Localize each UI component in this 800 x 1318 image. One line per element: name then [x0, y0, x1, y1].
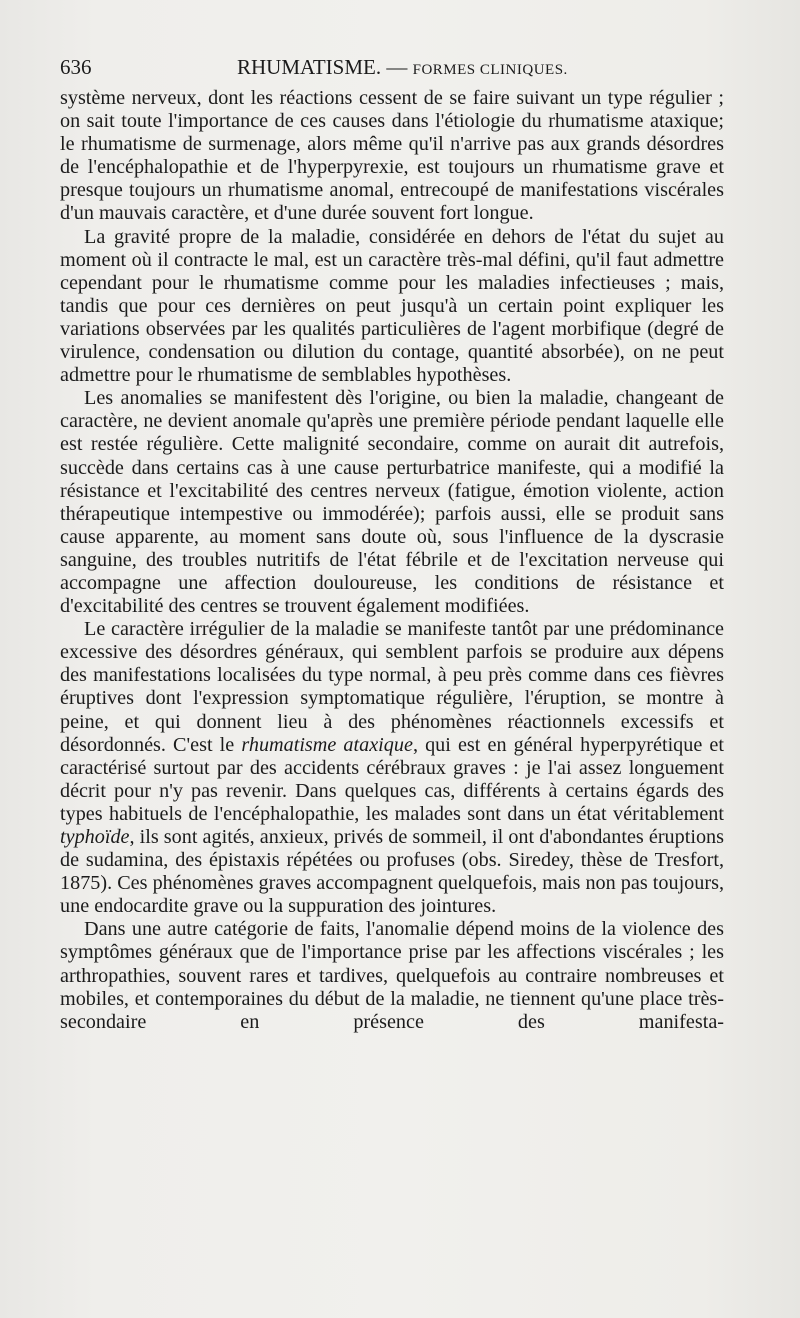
paragraph-text: , qui est en général hyperpyrétique et caractérisé surtout par des accidents cérébraux graves : je l'ai assez longuement décrit pour n'y pas revenir. Dans quelques cas, différents à certains égards des types habituels de l'encéphalopathie, les malades sont dans un état véritablement: [60, 733, 724, 825]
paragraph: La gravité propre de la maladie, considérée en dehors de l'état du sujet au moment où il contracte le mal, est un caractère très-mal défini, qu'il faut admettre cependant pour le rhumatisme comme pour les maladies infectieuses ; mais, tandis que pour ces dernières on peut jusqu'à un certain point expliquer les variations observées par les qualités particulières de l'agent morbifique (degré de virulence, condensation ou dilution du contage, quantité absorbée), on ne peut admettre pour le rhumatisme de semblables hypothèses.: [60, 225, 724, 387]
italic-term: rhumatisme ataxique: [241, 733, 413, 756]
page-header: [60, 52, 724, 82]
running-head-separator: —: [386, 55, 408, 79]
paragraph: système nerveux, dont les réactions cessent de se faire suivant un type régulier ; on sait toute l'importance de ces causes dans l'étiologie du rhumatisme ataxique; le rhumatisme de surmenage, alors même qu'il n'arrive pas aux grands désordres de l'encéphalopathie et de l'hyperpyrexie, est toujours un rhumatisme grave et presque toujours un rhumatisme anomal, entrecoupé de manifestations viscérales d'un mauvais caractère, et d'une durée souvent fort longue.: [60, 87, 724, 225]
page-number: 636: [60, 55, 92, 79]
paragraph: Dans une autre catégorie de faits, l'anomalie dépend moins de la violence des symptômes généraux que de l'importance prise par les affections viscérales ; les arthropathies, souvent rares et tardives, quelquefois au contraire nombreuses et mobiles, et contemporaines du début de la maladie, ne tiennent qu'une place très-secondaire en présence des manifesta-: [60, 918, 724, 1033]
running-head-title: RHUMATISME.: [237, 55, 382, 79]
italic-term: typhoïde: [60, 826, 130, 848]
paragraph: Les anomalies se manifestent dès l'origine, ou bien la maladie, changeant de caractère, ne devient anomale qu'après une première période pendant laquelle elle est restée régulière. Cette malignité secondaire, comme on aurait dit autrefois, succède dans certains cas à une cause perturbatrice manifeste, qui a modifié la résistance et l'excitabilité des centres nerveux (fatigue, émotion violente, action thérapeutique intempestive ou immodérée); parfois aussi, elle se produit sans cause apparente, au moment sans doute où, sous l'influence de la dyscrasie sanguine, des troubles nutritifs de l'état fébrile et de l'excitation nerveuse qui accompagne une affection douloureuse, les conditions de résistance et d'excitabilité des centres se trouvent également modifiées.: [60, 387, 724, 618]
paragraph: [60, 618, 724, 918]
running-head-subtitle: FORMES CLINIQUES.: [412, 62, 568, 78]
paragraph-text: Le caractère irrégulier de la maladie se manifeste tantôt par une prédominance excessive des désordres généraux, qui semblent parfois se produire aux dépens des manifestations localisées du type normal, à peu près comme dans ces fièvres éruptives dont l'expression symptomatique régulière, l'éruption, se montre à peine, et qui donnent lieu à des phénomènes réactionnels excessifs et désordonnés. C'est le: [60, 618, 724, 756]
running-head: [237, 52, 568, 85]
paragraph-text: , ils sont agités, anxieux, privés de sommeil, il ont d'abondantes éruptions de sudamina, des épistaxis répétées ou profuses (obs. Siredey, thèse de Tresfort, 1875). Ces phénomènes graves accompagnent quelquefois, mais non pas toujours, une endocardite grave ou la suppuration des jointures.: [60, 826, 724, 918]
body-text: [60, 87, 724, 1034]
